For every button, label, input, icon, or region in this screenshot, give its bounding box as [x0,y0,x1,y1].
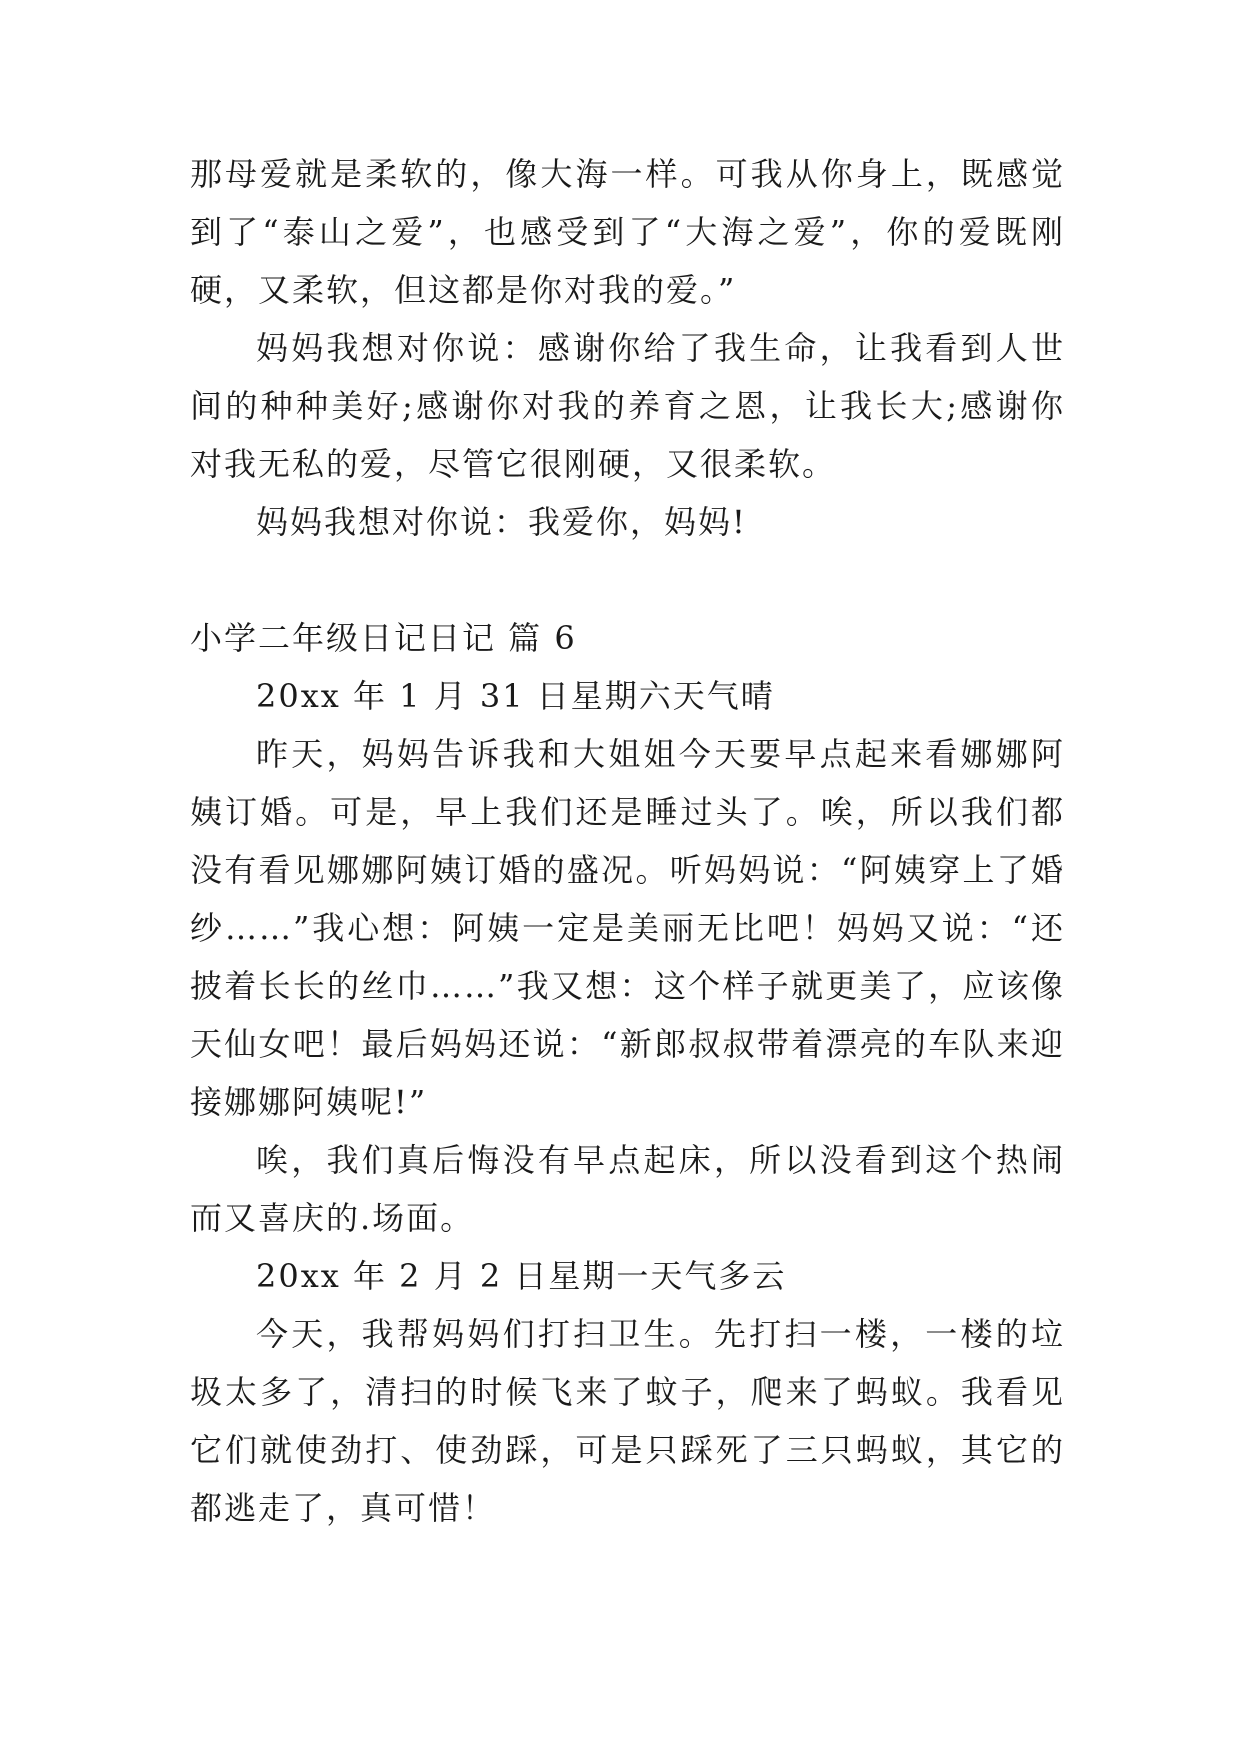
document-body [190,145,1065,1537]
paragraph-thanks: 妈妈我想对你说：感谢你给了我生命，让我看到人世间的种种美好;感谢你对我的养育之恩，让我长大;感谢你对我无私的爱，尽管它很刚硬，又很柔软。 [190,329,1065,483]
section-title: 小学二年级日记日记 篇 6 [190,619,577,657]
paragraph-love: 妈妈我想对你说：我爱你，妈妈! [256,503,747,541]
entry2-paragraph: 今天，我帮妈妈们打扫卫生。先打扫一楼，一楼的垃圾太多了，清扫的时候飞来了蚊子，爬来了蚂蚁。我看见它们就使劲打、使劲踩，可是只踩死了三只蚂蚁，其它的都逃走了，真可惜！ [190,1315,1065,1527]
entry2-date: 20xx 年 2 月 2 日星期一天气多云 [256,1257,787,1295]
entry1-paragraph: 昨天，妈妈告诉我和大姐姐今天要早点起来看娜娜阿姨订婚。可是，早上我们还是睡过头了。唉，所以我们都没有看见娜娜阿姨订婚的盛况。听妈妈说：“阿姨穿上了婚纱……”我心想：阿姨一定是美丽无比吧！妈妈又说：“还披着长长的丝巾……”我又想：这个样子就更美了，应该像天仙女吧！最后妈妈还说：“新郎叔叔带着漂亮的车队来迎接娜娜阿姨呢!” [190,735,1065,1121]
continued-paragraph: 那母爱就是柔软的，像大海一样。可我从你身上，既感觉到了“泰山之爱”，也感受到了“大海之爱”，你的爱既刚硬，又柔软，但这都是你对我的爱。” [190,155,1065,309]
entry1-date: 20xx 年 1 月 31 日星期六天气晴 [256,677,775,715]
entry1-paragraph: 唉，我们真后悔没有早点起床，所以没看到这个热闹而又喜庆的.场面。 [190,1141,1065,1237]
